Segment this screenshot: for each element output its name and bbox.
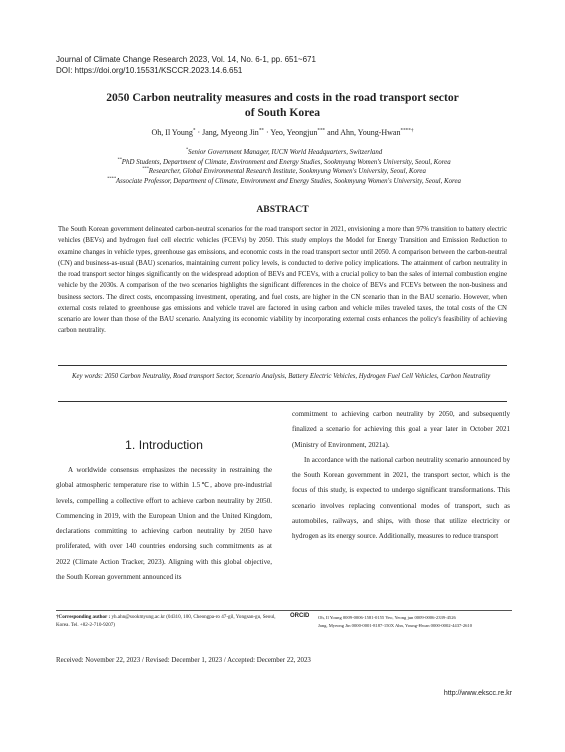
paper-title [40, 90, 525, 120]
author-separator: and [325, 128, 341, 137]
journal-citation: Journal of Climate Change Research 2023, Vol. 14, No. 6-1, pp. 651~671 [56, 55, 316, 64]
author-separator: · [195, 128, 203, 137]
affiliation-item [34, 177, 534, 187]
intro-paragraph: A worldwide consensus emphasizes the necessity in restraining the global atmospheric temperature rise to within 1.5℃, above pre-industrial levels, compelling a collective effort to achieve carbon neutrality by 2050. Commencing in 2019, with the European Union and the United Kingdom, declarations committing to achieving carbon neutrality by 2050 have proliferated, with over 140 countries endorsing such commitments as at 2022 (Climate Action Tracker, 2023). Aligning with this global objective, the South Korean government announced its [56, 466, 272, 581]
orcid-line: Jang, Myeong Jin 0000-0001-8187-150X Ahn, Young-Hwan 0000-0002-4437-2610 [318, 623, 473, 629]
corresponding-label: †Corresponding author : [56, 614, 111, 620]
author-mark: ** [258, 127, 264, 134]
author-name: Yeo, Yeongjun [270, 128, 318, 137]
affiliation-mark: *** [142, 165, 149, 171]
keywords-block [72, 372, 504, 383]
abstract-heading: ABSTRACT [256, 204, 309, 215]
footnote-rule [56, 610, 512, 611]
orcid-list [318, 614, 514, 630]
author-mark: *** [317, 127, 326, 134]
keywords-text: 2050 Carbon Neutrality, Road transport Sector, Scenario Analysis, Battery Electric Vehicles, Hydrogen Fuel Cell Vehicles, Carbon Neutrality [104, 373, 491, 380]
author-name: Jang, Myeong Jin [202, 128, 259, 137]
corresponding-text: yh.ahn@sookmyung.ac.kr (04310, 100, Cheongpa-ro 47-gil, Yongsan-gu, Seoul, Korea. Tel. +82-2-710-9207) [56, 614, 276, 629]
affiliation-mark: * [185, 146, 188, 152]
keywords-top-rule [58, 365, 507, 366]
footer-url[interactable]: http://www.ekscc.re.kr [443, 690, 512, 697]
abstract-text: The South Korean government delineated carbon-neutral scenarios for the road transport sector in 2021, envisioning a more than 97% transition to battery electric vehicles (BEVs) and hydrogen fuel cell electric vehicles (FCEVs) by 2050. This study employs the Model for Energy Transition and Emission Reduction to examine changes in vehicle types, greenhouse gas emissions, and economic costs in the road transport sector until 2050. A comparison between the carbon-neutral (CN) and business-as-usual (BAU) scenarios, maintaining current policy levels, is conducted to derive policy implications. The attainment of carbon neutrality in the road transport sector hinges significantly on the widespread adoption of BEVs and FCEVs, with a crucial policy to ban the sales of internal combustion engine vehicle by the 2030s. A comparison of the two scenarios highlights the significant differences in the choice of BEVs and FCEVs between the non-business and business sectors. The direct costs, encompassing investment, operating, and fuel costs, are higher in the CN scenario than in the BAU scenario. However, when external costs related to greenhouse gas emissions and vehicle travel are factored in using carbon and vehicle miles traveled taxes, the total costs of the CN scenario are lower than those of the BAU scenario. Analyzing its economic viability by incorporating external costs enhances the policy's feasibility of achieving carbon neutrality. [58, 226, 507, 335]
affiliation-mark: ** [117, 156, 122, 162]
doi-link[interactable]: DOI: https://doi.org/10.15531/KSCCR.2023.14.6.651 [56, 66, 243, 75]
corresponding-author-note [56, 613, 288, 629]
keywords-bottom-rule [58, 401, 507, 402]
orcid-logo: ORCID [290, 613, 310, 619]
author-separator: · [264, 128, 271, 137]
affiliation-item [34, 158, 534, 168]
affiliation-text: PhD Students, Department of Climate, Environment and Energy Studies, Sookmyung Women's University, Seoul, Korea [121, 158, 451, 166]
affiliation-item [34, 148, 534, 158]
section-heading-introduction: 1. Introduction [125, 438, 203, 452]
author-name: Ahn, Young-Hwan [340, 128, 401, 137]
affiliation-text: Researcher, Global Environmental Research Institute, Sookmyung Women's University, Seoul, Korea [148, 168, 426, 176]
affiliation-list [34, 148, 534, 186]
author-list [40, 128, 525, 137]
intro-paragraph: commitment to achieving carbon neutrality by 2050, and subsequently finalized a scenario for achieving this goal a year later in October 2021 (Ministry of Environment, 2021a). [292, 410, 510, 449]
affiliation-text: Associate Professor, Department of Climate, Environment and Energy Studies, Sookmyung Women's University, Seoul, Korea [115, 177, 461, 185]
affiliation-mark: **** [106, 175, 116, 181]
journal-header [56, 54, 316, 76]
author-name: Oh, Il Young [151, 128, 193, 137]
keywords-label: Key words: [72, 373, 103, 380]
left-column [56, 463, 272, 585]
title-line-2: of South Korea [244, 106, 321, 119]
affiliation-text: Senior Government Manager, IUCN World Headquarters, Switzerland [188, 149, 383, 156]
received-dates: Received: November 22, 2023 / Revised: December 1, 2023 / Accepted: December 22, 2023 [56, 657, 311, 664]
author-mark: * [192, 127, 196, 134]
title-line-1: 2050 Carbon neutrality measures and costs in the road transport sector [106, 91, 459, 104]
intro-paragraph: In accordance with the national carbon neutrality scenario announced by the South Korean government in 2021, the transport sector, which is the focus of this study, is expected to undergo significant transformations. This scenario involves replacing conventional modes of transport, such as automobiles, railways, and ships, with those that utilize electricity or hydrogen as its energy source. Additionally, measures to reduce transport [292, 455, 510, 540]
right-column [292, 407, 510, 544]
author-mark: ****† [400, 127, 414, 134]
orcid-line: Oh, Il Young 0009-0006-1581-0155 Yeo, Yeong jun 0009-0006-2339-4526 [318, 615, 456, 620]
